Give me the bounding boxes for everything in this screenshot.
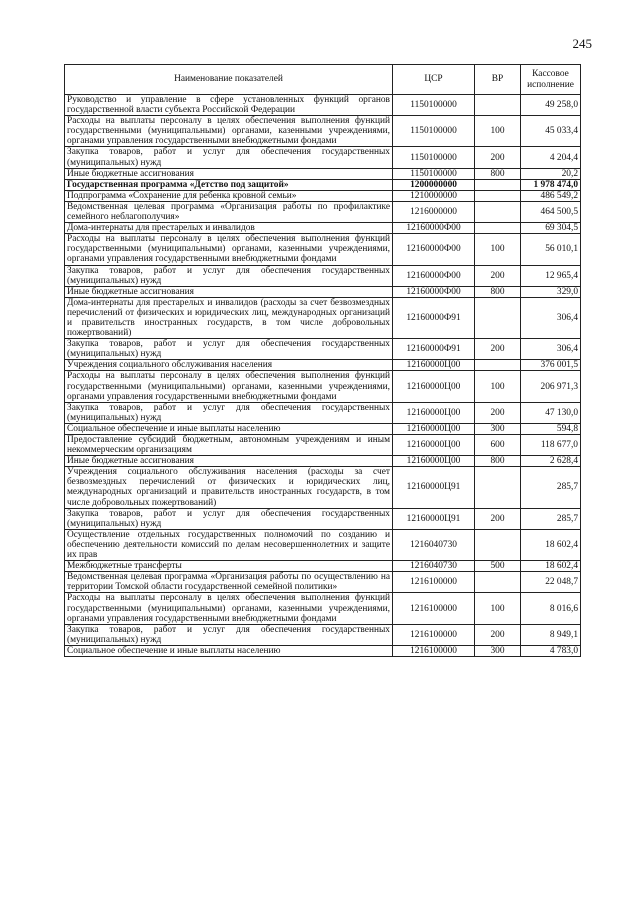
cell-vr (475, 297, 521, 338)
cell-csr: 1150100000 (393, 95, 475, 116)
cell-vr: 100 (475, 371, 521, 402)
table-row (65, 624, 581, 645)
cell-name: Дома-интернаты для престарелых и инвалидов (65, 223, 393, 234)
cell-vr: 800 (475, 168, 521, 179)
cell-csr: 12160000Ф00 (393, 223, 475, 234)
table-row (65, 190, 581, 201)
cell-amount: 8 016,6 (521, 593, 581, 624)
cell-amount: 285,7 (521, 508, 581, 529)
cell-csr: 1216100000 (393, 593, 475, 624)
table-header-row (65, 65, 581, 95)
table-row (65, 147, 581, 168)
cell-csr: 1200000000 (393, 179, 475, 190)
table-row (65, 467, 581, 508)
cell-vr: 100 (475, 116, 521, 147)
cell-csr: 12160000Ф00 (393, 265, 475, 286)
table-row (65, 561, 581, 572)
header-csr: ЦСР (393, 65, 475, 95)
cell-name: Расходы на выплаты персоналу в целях обеспечения выполнения функций государственными (муниципальными) органами, казенными учреждениями, органами управления государственными внебюджетными фондами (65, 116, 393, 147)
cell-vr: 200 (475, 508, 521, 529)
cell-vr: 500 (475, 561, 521, 572)
cell-vr (475, 190, 521, 201)
cell-amount: 594,8 (521, 423, 581, 434)
header-vr: ВР (475, 65, 521, 95)
cell-name: Учреждения социального обслуживания населения (расходы за счет безвозмездных перечислений от физических и юридических лиц, международных организаций и правительств иностранных государств, в том числе добровольных пожертвований) (65, 467, 393, 508)
cell-amount: 376 001,5 (521, 360, 581, 371)
cell-csr: 1216040730 (393, 561, 475, 572)
table-row (65, 95, 581, 116)
page-number: 245 (572, 36, 592, 51)
table-row (65, 423, 581, 434)
cell-name: Закупка товаров, работ и услуг для обеспечения государственных (муниципальных) нужд (65, 402, 393, 423)
header-amount: Кассовое исполнение (521, 65, 581, 95)
cell-amount: 47 130,0 (521, 402, 581, 423)
cell-csr: 12160000Ц00 (393, 456, 475, 467)
table-row (65, 286, 581, 297)
cell-name: Предоставление субсидий бюджетным, автономным учреждениям и иным некоммерческим организациям (65, 435, 393, 456)
cell-vr: 200 (475, 339, 521, 360)
cell-csr: 12160000Ц91 (393, 467, 475, 508)
cell-csr: 12160000Ц00 (393, 423, 475, 434)
cell-amount: 464 500,5 (521, 201, 581, 222)
header-name: Наименование показателей (65, 65, 393, 95)
cell-name: Иные бюджетные ассигнования (65, 168, 393, 179)
cell-name: Закупка товаров, работ и услуг для обеспечения государственных (муниципальных) нужд (65, 265, 393, 286)
table-row (65, 168, 581, 179)
cell-csr: 1216000000 (393, 201, 475, 222)
cell-name: Дома-интернаты для престарелых и инвалидов (расходы за счет безвозмездных перечислений от физических и юридических лиц, международных организаций и правительств иностранных государств, в том числе добровольных пожертвований) (65, 297, 393, 338)
cell-csr: 12160000Ф91 (393, 297, 475, 338)
cell-amount: 8 949,1 (521, 624, 581, 645)
cell-name: Закупка товаров, работ и услуг для обеспечения государственных (муниципальных) нужд (65, 339, 393, 360)
table-row (65, 508, 581, 529)
cell-amount: 69 304,5 (521, 223, 581, 234)
cell-amount: 22 048,7 (521, 572, 581, 593)
cell-csr: 12160000Ц00 (393, 402, 475, 423)
cell-csr: 1150100000 (393, 116, 475, 147)
cell-name: Закупка товаров, работ и услуг для обеспечения государственных (муниципальных) нужд (65, 624, 393, 645)
table-row (65, 435, 581, 456)
table-row (65, 201, 581, 222)
cell-csr: 1210000000 (393, 190, 475, 201)
cell-amount: 2 628,4 (521, 456, 581, 467)
cell-name: Иные бюджетные ассигнования (65, 456, 393, 467)
cell-csr: 1216040730 (393, 529, 475, 560)
cell-vr (475, 529, 521, 560)
cell-amount: 20,2 (521, 168, 581, 179)
cell-vr: 200 (475, 147, 521, 168)
table-row (65, 116, 581, 147)
cell-csr: 1216100000 (393, 572, 475, 593)
cell-amount: 18 602,4 (521, 529, 581, 560)
table-row (65, 339, 581, 360)
cell-csr: 12160000Ц91 (393, 508, 475, 529)
cell-name: Расходы на выплаты персоналу в целях обеспечения выполнения функций государственными (муниципальными) органами, казенными учреждениями, органами управления государственными внебюджетными фондами (65, 593, 393, 624)
cell-name: Расходы на выплаты персоналу в целях обеспечения выполнения функций государственными (муниципальными) органами, казенными учреждениями, органами управления государственными внебюджетными фондами (65, 371, 393, 402)
cell-vr: 200 (475, 402, 521, 423)
cell-csr: 12160000Ф00 (393, 234, 475, 265)
budget-execution-table (64, 64, 581, 657)
cell-amount: 12 965,4 (521, 265, 581, 286)
cell-vr (475, 201, 521, 222)
cell-name: Руководство и управление в сфере установленных функций органов государственной власти субъекта Российской Федерации (65, 95, 393, 116)
table-row (65, 360, 581, 371)
cell-name: Межбюджетные трансферты (65, 561, 393, 572)
cell-name: Ведомственная целевая программа «Организация работы по профилактике семейного неблагополучия» (65, 201, 393, 222)
table-row (65, 593, 581, 624)
cell-name: Государственная программа «Детство под защитой» (65, 179, 393, 190)
cell-name: Ведомственная целевая программа «Организация работы по осуществлению на территории Томской области государственной семейной политики» (65, 572, 393, 593)
table-row (65, 234, 581, 265)
cell-vr (475, 360, 521, 371)
cell-vr: 300 (475, 423, 521, 434)
cell-vr: 800 (475, 286, 521, 297)
cell-name: Социальное обеспечение и иные выплаты населению (65, 645, 393, 656)
table-row (65, 297, 581, 338)
cell-name: Осуществление отдельных государственных полномочий по созданию и обеспечению деятельности комиссий по делам несовершеннолетних и защите их прав (65, 529, 393, 560)
cell-csr: 12160000Ц00 (393, 360, 475, 371)
table-row (65, 179, 581, 190)
table-row (65, 223, 581, 234)
cell-amount: 285,7 (521, 467, 581, 508)
cell-amount: 49 258,0 (521, 95, 581, 116)
table-row (65, 529, 581, 560)
cell-vr (475, 572, 521, 593)
cell-amount: 56 010,1 (521, 234, 581, 265)
cell-vr (475, 467, 521, 508)
cell-name: Иные бюджетные ассигнования (65, 286, 393, 297)
cell-csr: 1216100000 (393, 645, 475, 656)
cell-vr: 200 (475, 265, 521, 286)
cell-vr: 100 (475, 593, 521, 624)
table-row (65, 456, 581, 467)
cell-csr: 12160000Ц00 (393, 371, 475, 402)
cell-amount: 206 971,3 (521, 371, 581, 402)
cell-name: Расходы на выплаты персоналу в целях обеспечения выполнения функций государственными (муниципальными) органами, казенными учреждениями, органами управления государственными внебюджетными фондами (65, 234, 393, 265)
cell-csr: 1216100000 (393, 624, 475, 645)
cell-amount: 18 602,4 (521, 561, 581, 572)
cell-name: Закупка товаров, работ и услуг для обеспечения государственных (муниципальных) нужд (65, 508, 393, 529)
cell-vr: 600 (475, 435, 521, 456)
cell-csr: 12160000Ф00 (393, 286, 475, 297)
cell-amount: 45 033,4 (521, 116, 581, 147)
cell-amount: 4 204,4 (521, 147, 581, 168)
cell-vr (475, 179, 521, 190)
cell-amount: 306,4 (521, 297, 581, 338)
cell-vr: 800 (475, 456, 521, 467)
cell-vr (475, 95, 521, 116)
cell-amount: 306,4 (521, 339, 581, 360)
cell-csr: 1150100000 (393, 168, 475, 179)
cell-amount: 118 677,0 (521, 435, 581, 456)
table-body (65, 95, 581, 657)
table-row (65, 265, 581, 286)
cell-name: Социальное обеспечение и иные выплаты населению (65, 423, 393, 434)
cell-csr: 12160000Ц00 (393, 435, 475, 456)
table-row (65, 371, 581, 402)
table-row (65, 645, 581, 656)
cell-name: Учреждения социального обслуживания населения (65, 360, 393, 371)
cell-name: Закупка товаров, работ и услуг для обеспечения государственных (муниципальных) нужд (65, 147, 393, 168)
cell-name: Подпрограмма «Сохранение для ребенка кровной семьи» (65, 190, 393, 201)
cell-vr: 300 (475, 645, 521, 656)
cell-amount: 486 549,2 (521, 190, 581, 201)
cell-amount: 4 783,0 (521, 645, 581, 656)
cell-vr (475, 223, 521, 234)
table-row (65, 402, 581, 423)
cell-csr: 1150100000 (393, 147, 475, 168)
cell-csr: 12160000Ф91 (393, 339, 475, 360)
cell-vr: 100 (475, 234, 521, 265)
cell-amount: 1 978 474,0 (521, 179, 581, 190)
cell-vr: 200 (475, 624, 521, 645)
cell-amount: 329,0 (521, 286, 581, 297)
table-row (65, 572, 581, 593)
